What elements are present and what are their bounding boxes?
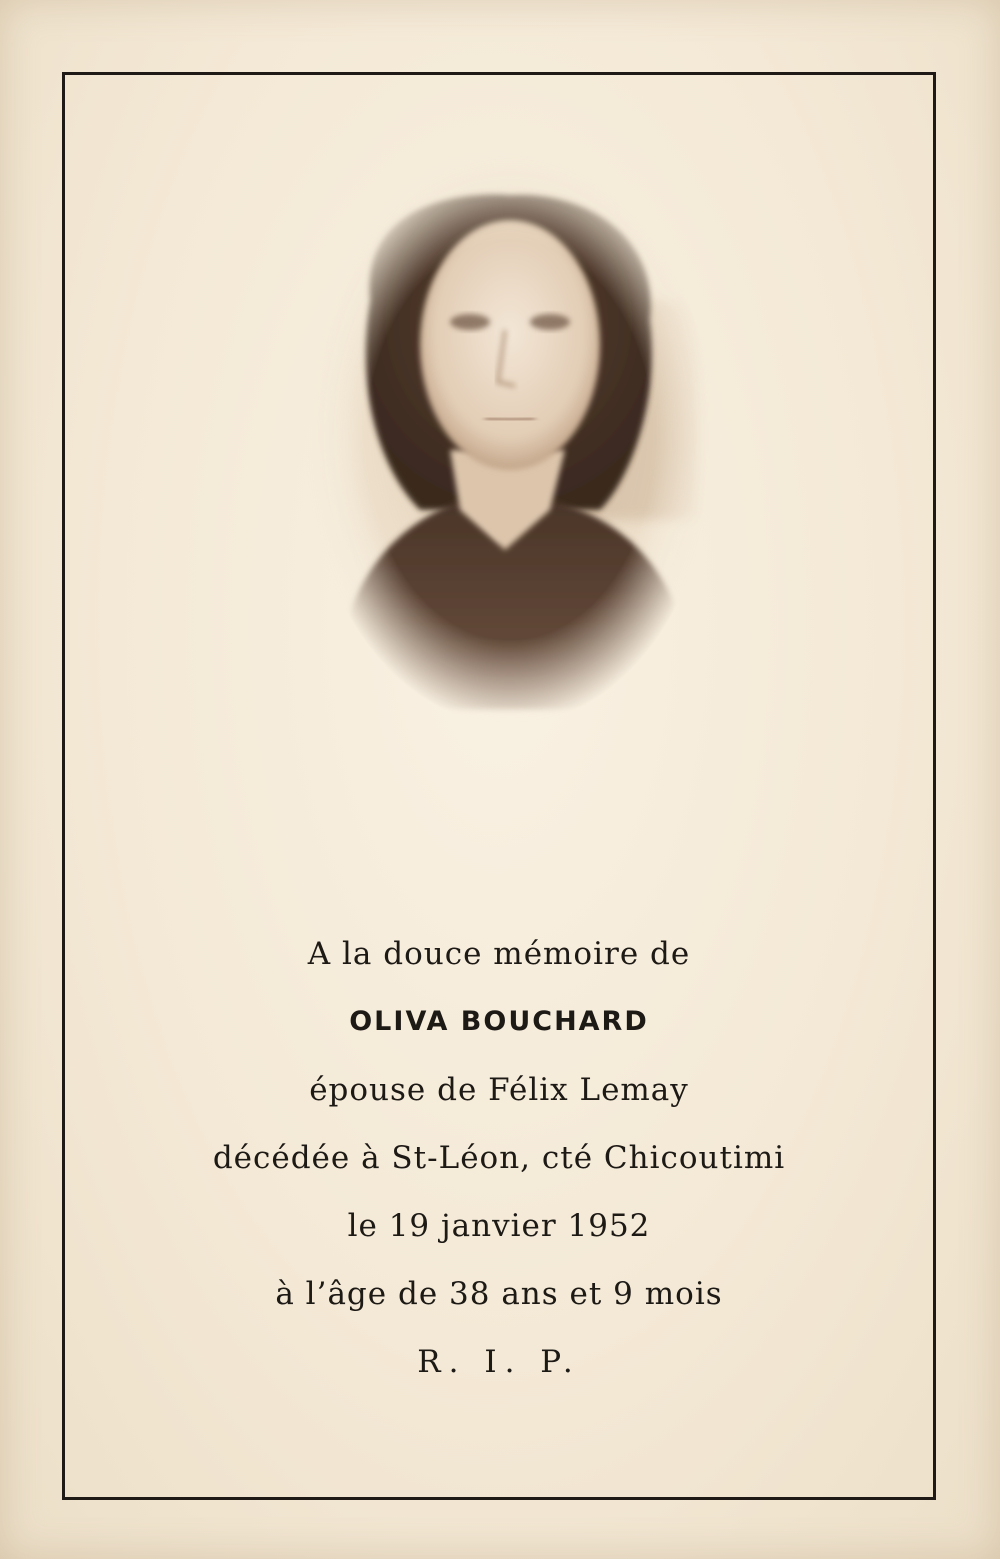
age-line: à l’âge de 38 ans et 9 mois [275,1276,723,1312]
death-place-line: décédée à St-Léon, cté Chicoutimi [212,1140,786,1176]
dedication-line: A la douce mémoire de [307,936,691,972]
memorial-text [62,920,936,1396]
death-date-line: le 19 janvier 1952 [347,1208,651,1244]
rip-closing: R. I. P. [417,1344,581,1380]
portrait-photo [300,150,720,730]
deceased-name: OLIVA BOUCHARD [349,1006,649,1037]
spouse-line: épouse de Félix Lemay [309,1072,689,1108]
